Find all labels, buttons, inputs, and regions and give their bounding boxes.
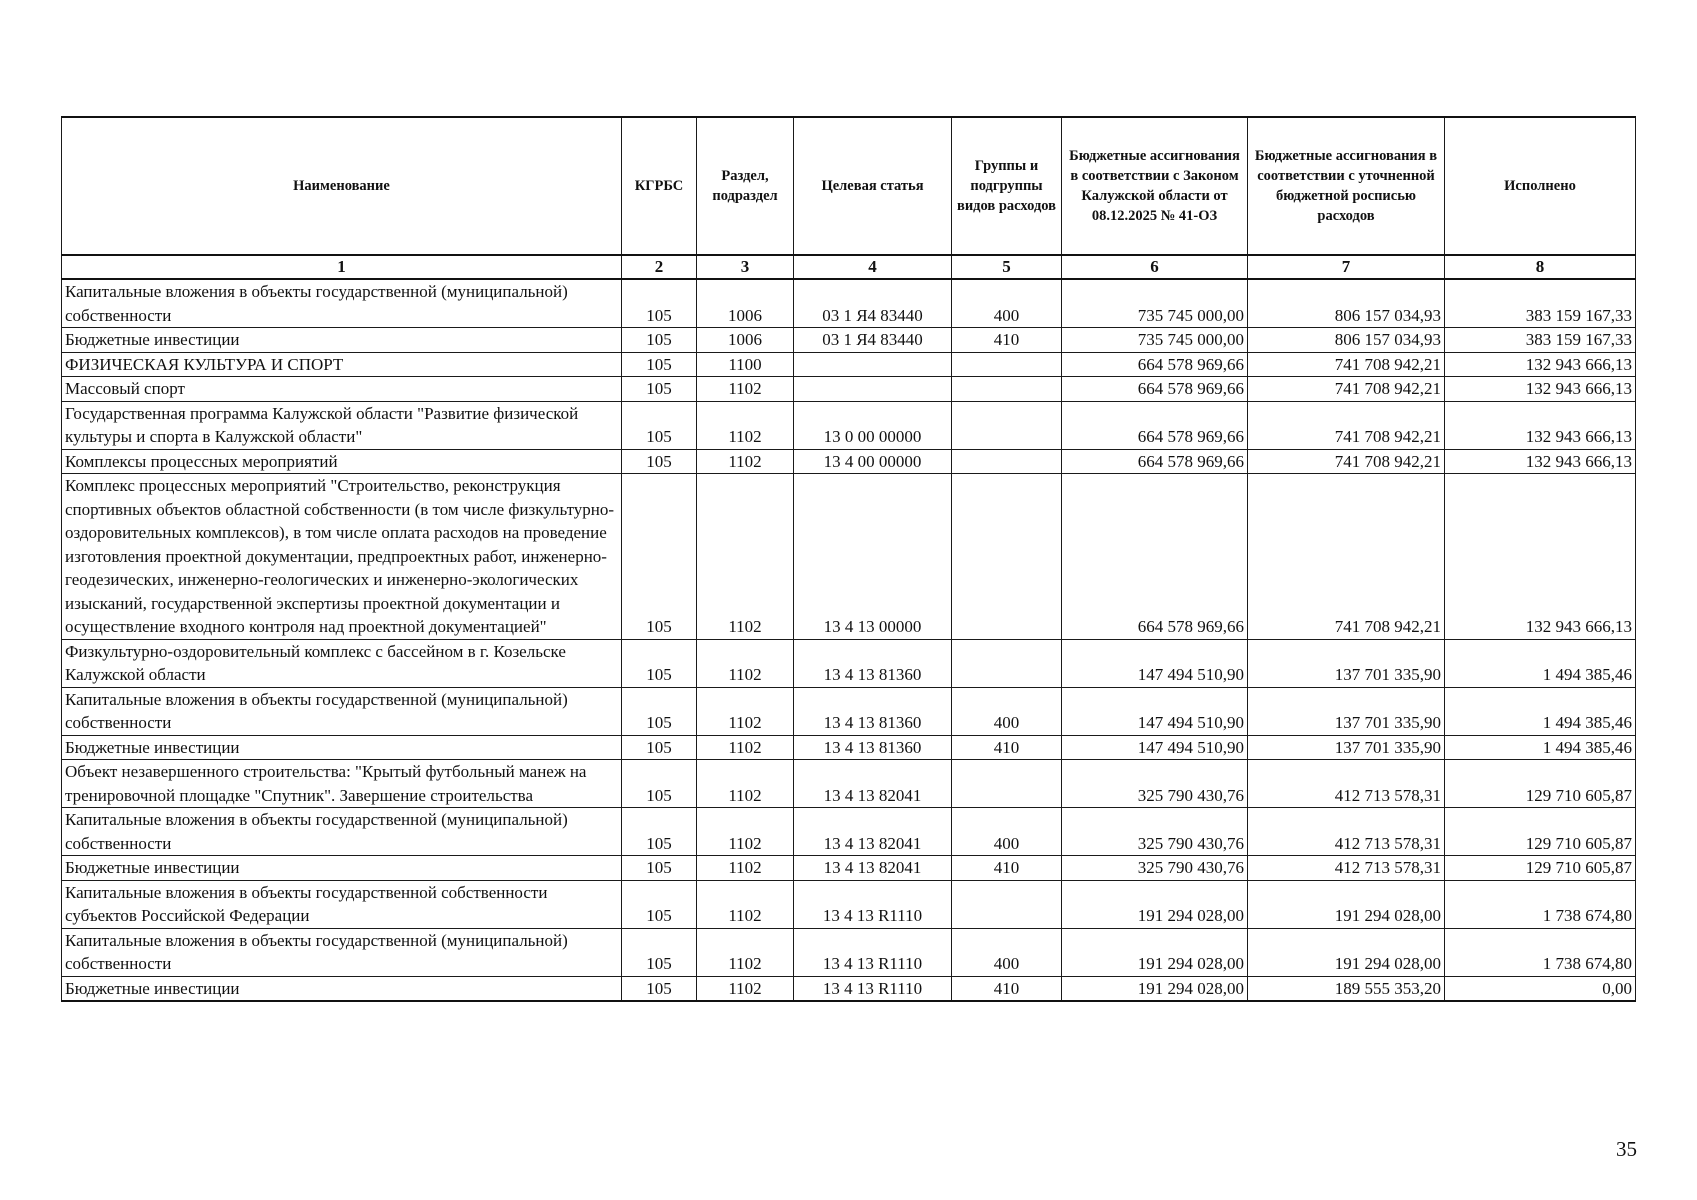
cell-vid: 400 [952,279,1062,328]
header-done: Исполнено [1445,117,1636,255]
cell-kgrbs: 105 [622,880,697,928]
cell-razdel: 1102 [697,880,794,928]
cell-vid: 400 [952,928,1062,976]
cell-law-amount: 191 294 028,00 [1062,880,1248,928]
cell-law-amount: 664 578 969,66 [1062,377,1248,402]
cell-name: Комплекс процессных мероприятий "Строительство, реконструкция спортивных объектов областной собственности (в том числе физкультурно-оздоровительных комплексов), в том числе оплата расходов на проведение изготовления проектной документации, предпроектных работ, инженерно-геодезических, инженерно-геологических и инженерно-экологических изысканий, государственной экспертизы проектной документации и осуществление входного контроля над проектной документацией" [62,474,622,640]
cell-done-amount: 132 943 666,13 [1445,401,1636,449]
cell-kgrbs: 105 [622,687,697,735]
header-vid: Группы и подгруппы видов расходов [952,117,1062,255]
cell-rospis-amount: 412 713 578,31 [1248,808,1445,856]
header-rospis: Бюджетные ассигнования в соответствии с уточненной бюджетной росписью расходов [1248,117,1445,255]
cell-vid: 410 [952,856,1062,881]
cell-vid [952,352,1062,377]
header-kgrbs: КГРБС [622,117,697,255]
cell-razdel: 1006 [697,279,794,328]
cell-vid: 410 [952,328,1062,353]
cell-kgrbs: 105 [622,928,697,976]
table-row [62,880,1636,928]
cell-statya: 03 1 Я4 83440 [794,328,952,353]
cell-done-amount: 129 710 605,87 [1445,808,1636,856]
cell-rospis-amount: 806 157 034,93 [1248,279,1445,328]
page-number: 35 [1616,1137,1637,1161]
table-row [62,976,1636,1001]
cell-rospis-amount: 189 555 353,20 [1248,976,1445,1001]
column-number: 2 [622,255,697,279]
cell-done-amount: 383 159 167,33 [1445,279,1636,328]
table-row [62,639,1636,687]
header-razdel: Раздел, подраздел [697,117,794,255]
header-law: Бюджетные ассигнования в соответствии с Законом Калужской области от 08.12.2025 № 41-ОЗ [1062,117,1248,255]
cell-law-amount: 191 294 028,00 [1062,976,1248,1001]
cell-statya: 13 4 13 R1110 [794,880,952,928]
cell-name: Физкультурно-оздоровительный комплекс с бассейном в г. Козельске Калужской области [62,639,622,687]
cell-name: Капитальные вложения в объекты государственной собственности субъектов Российской Федерации [62,880,622,928]
cell-kgrbs: 105 [622,760,697,808]
cell-vid: 400 [952,808,1062,856]
cell-law-amount: 664 578 969,66 [1062,474,1248,640]
cell-vid: 400 [952,687,1062,735]
cell-vid: 410 [952,976,1062,1001]
cell-kgrbs: 105 [622,377,697,402]
cell-name: ФИЗИЧЕСКАЯ КУЛЬТУРА И СПОРТ [62,352,622,377]
column-number: 4 [794,255,952,279]
cell-done-amount: 1 738 674,80 [1445,928,1636,976]
cell-statya [794,377,952,402]
cell-done-amount: 1 738 674,80 [1445,880,1636,928]
cell-name: Бюджетные инвестиции [62,735,622,760]
table-row [62,449,1636,474]
cell-razdel: 1102 [697,760,794,808]
cell-law-amount: 325 790 430,76 [1062,808,1248,856]
cell-done-amount: 1 494 385,46 [1445,687,1636,735]
cell-vid [952,639,1062,687]
cell-kgrbs: 105 [622,474,697,640]
cell-done-amount: 129 710 605,87 [1445,760,1636,808]
cell-name: Капитальные вложения в объекты государственной (муниципальной) собственности [62,928,622,976]
cell-law-amount: 664 578 969,66 [1062,449,1248,474]
cell-rospis-amount: 412 713 578,31 [1248,760,1445,808]
cell-law-amount: 664 578 969,66 [1062,401,1248,449]
cell-law-amount: 325 790 430,76 [1062,760,1248,808]
cell-statya: 13 4 13 81360 [794,687,952,735]
cell-rospis-amount: 137 701 335,90 [1248,687,1445,735]
cell-razdel: 1102 [697,377,794,402]
cell-kgrbs: 105 [622,639,697,687]
column-number: 1 [62,255,622,279]
cell-rospis-amount: 191 294 028,00 [1248,928,1445,976]
cell-rospis-amount: 741 708 942,21 [1248,352,1445,377]
cell-razdel: 1102 [697,735,794,760]
table-row [62,687,1636,735]
cell-kgrbs: 105 [622,735,697,760]
cell-done-amount: 132 943 666,13 [1445,377,1636,402]
cell-rospis-amount: 137 701 335,90 [1248,735,1445,760]
cell-rospis-amount: 137 701 335,90 [1248,639,1445,687]
table-header-row [62,117,1636,255]
cell-vid [952,760,1062,808]
cell-vid [952,474,1062,640]
cell-kgrbs: 105 [622,328,697,353]
cell-name: Массовый спорт [62,377,622,402]
cell-name: Капитальные вложения в объекты государственной (муниципальной) собственности [62,279,622,328]
table-row [62,808,1636,856]
cell-vid [952,880,1062,928]
header-statya: Целевая статья [794,117,952,255]
cell-name: Бюджетные инвестиции [62,856,622,881]
cell-statya: 13 0 00 00000 [794,401,952,449]
cell-razdel: 1102 [697,687,794,735]
cell-razdel: 1102 [697,928,794,976]
cell-vid: 410 [952,735,1062,760]
cell-done-amount: 132 943 666,13 [1445,449,1636,474]
cell-name: Государственная программа Калужской области "Развитие физической культуры и спорта в Калужской области" [62,401,622,449]
table-row [62,928,1636,976]
cell-statya: 13 4 13 81360 [794,639,952,687]
cell-statya [794,352,952,377]
cell-statya: 13 4 13 R1110 [794,976,952,1001]
cell-kgrbs: 105 [622,279,697,328]
table-row [62,735,1636,760]
header-name: Наименование [62,117,622,255]
cell-rospis-amount: 741 708 942,21 [1248,449,1445,474]
cell-razdel: 1006 [697,328,794,353]
cell-done-amount: 132 943 666,13 [1445,352,1636,377]
cell-statya: 13 4 13 82041 [794,808,952,856]
cell-done-amount: 383 159 167,33 [1445,328,1636,353]
cell-razdel: 1102 [697,856,794,881]
cell-razdel: 1102 [697,808,794,856]
cell-done-amount: 1 494 385,46 [1445,735,1636,760]
cell-done-amount: 129 710 605,87 [1445,856,1636,881]
table-row [62,474,1636,640]
cell-done-amount: 0,00 [1445,976,1636,1001]
table-row [62,760,1636,808]
cell-statya: 13 4 13 00000 [794,474,952,640]
cell-razdel: 1102 [697,976,794,1001]
cell-rospis-amount: 191 294 028,00 [1248,880,1445,928]
cell-kgrbs: 105 [622,401,697,449]
cell-statya: 13 4 13 81360 [794,735,952,760]
column-number-row [62,255,1636,279]
cell-razdel: 1102 [697,449,794,474]
cell-vid [952,377,1062,402]
cell-rospis-amount: 806 157 034,93 [1248,328,1445,353]
cell-name: Капитальные вложения в объекты государственной (муниципальной) собственности [62,687,622,735]
table-row [62,328,1636,353]
cell-statya: 13 4 13 82041 [794,856,952,881]
cell-rospis-amount: 741 708 942,21 [1248,401,1445,449]
cell-law-amount: 191 294 028,00 [1062,928,1248,976]
cell-razdel: 1100 [697,352,794,377]
column-number: 6 [1062,255,1248,279]
table-row [62,279,1636,328]
column-number: 5 [952,255,1062,279]
cell-statya: 03 1 Я4 83440 [794,279,952,328]
cell-kgrbs: 105 [622,449,697,474]
cell-razdel: 1102 [697,401,794,449]
cell-rospis-amount: 412 713 578,31 [1248,856,1445,881]
cell-law-amount: 147 494 510,90 [1062,687,1248,735]
cell-statya: 13 4 00 00000 [794,449,952,474]
table-row [62,856,1636,881]
cell-name: Капитальные вложения в объекты государственной (муниципальной) собственности [62,808,622,856]
cell-done-amount: 132 943 666,13 [1445,474,1636,640]
cell-vid [952,401,1062,449]
column-number: 7 [1248,255,1445,279]
budget-execution-table [61,116,1636,1002]
cell-name: Объект незавершенного строительства: "Крытый футбольный манеж на тренировочной площадке "Спутник". Завершение строительства [62,760,622,808]
table-row [62,401,1636,449]
cell-name: Бюджетные инвестиции [62,976,622,1001]
cell-kgrbs: 105 [622,856,697,881]
cell-law-amount: 325 790 430,76 [1062,856,1248,881]
cell-razdel: 1102 [697,474,794,640]
cell-law-amount: 735 745 000,00 [1062,328,1248,353]
cell-name: Бюджетные инвестиции [62,328,622,353]
cell-law-amount: 664 578 969,66 [1062,352,1248,377]
cell-rospis-amount: 741 708 942,21 [1248,377,1445,402]
cell-statya: 13 4 13 R1110 [794,928,952,976]
cell-kgrbs: 105 [622,352,697,377]
cell-law-amount: 735 745 000,00 [1062,279,1248,328]
cell-name: Комплексы процессных мероприятий [62,449,622,474]
table-row [62,377,1636,402]
table-row [62,352,1636,377]
cell-law-amount: 147 494 510,90 [1062,735,1248,760]
column-number: 8 [1445,255,1636,279]
cell-rospis-amount: 741 708 942,21 [1248,474,1445,640]
cell-razdel: 1102 [697,639,794,687]
cell-vid [952,449,1062,474]
cell-statya: 13 4 13 82041 [794,760,952,808]
cell-kgrbs: 105 [622,976,697,1001]
cell-done-amount: 1 494 385,46 [1445,639,1636,687]
cell-law-amount: 147 494 510,90 [1062,639,1248,687]
column-number: 3 [697,255,794,279]
cell-kgrbs: 105 [622,808,697,856]
